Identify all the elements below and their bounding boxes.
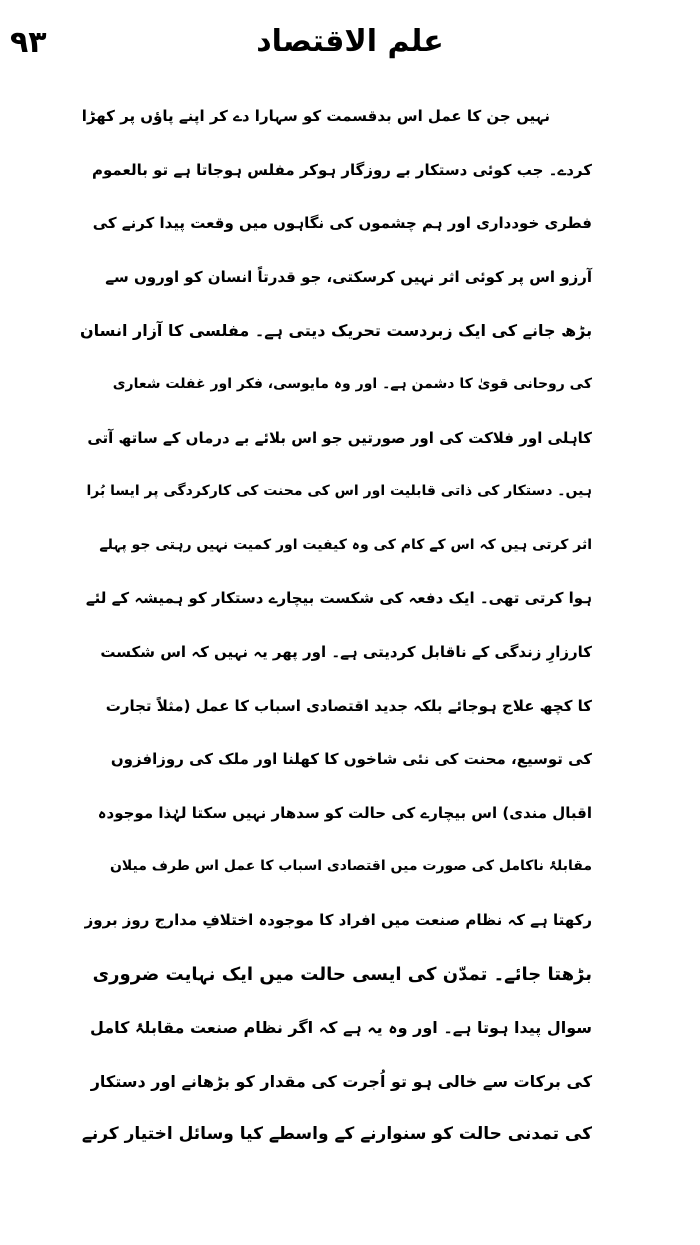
text-line: کی توسیع، محنت کی نئی شاخوں کا کھلنا اور ملک کی روزافزوں xyxy=(110,750,592,769)
text-line: بڑھتا جائے۔ تمدّن کی ایسی حالت میں ایک نہایت ضروری xyxy=(92,963,592,985)
text-line: ہوا کرتی تھی۔ ایک دفعہ کی شکست بیچارے دستکار کو ہمیشہ کے لئے xyxy=(85,589,592,608)
text-line: سوال پیدا ہوتا ہے۔ اور وہ یہ ہے کہ اگر نظام صنعت مقابلۂ کامل xyxy=(89,1018,592,1038)
text-line: کی روحانی قویٰ کا دشمن ہے۔ اور وہ مایوسی، فکر اور غفلت شعاری xyxy=(112,375,592,392)
page-number: ۹۳ xyxy=(10,25,47,60)
text-line: اثر کرتی ہیں کہ اس کے کام کی وہ کیفیت اور کمیت نہیں رہتی جو پہلے xyxy=(99,536,592,553)
text-line: فطری خودداری اور ہم چشموں کی نگاہوں میں وقعت پیدا کرنے کی xyxy=(92,214,592,233)
text-line: کی تمدنی حالت کو سنوارنے کے واسطے کیا وسائل اختیار کرنے xyxy=(81,1124,592,1145)
text-line: رکھتا ہے کہ نظام صنعت میں افراد کا موجودہ اختلافِ مدارج روز بروز xyxy=(84,910,592,929)
text-line: نہیں جن کا عمل اس بدقسمت کو سہارا دے کر اپنے پاؤں پر کھڑا xyxy=(81,107,550,125)
text-line: بڑھ جانے کی ایک زبردست تحریک دیتی ہے۔ مفلسی کا آزار انسان xyxy=(80,321,593,341)
text-line: ہیں۔ دستکار کی ذاتی قابلیت اور اس کی محنت کی کارکردگی پر ایسا بُرا xyxy=(86,483,592,500)
text-line: اقبال مندی) اس بیچارے کی حالت کو سدھار نہیں سکتا لہٰذا موجودہ xyxy=(97,803,592,822)
text-line: کردے۔ جب کوئی دستکار بے روزگار ہوکر مفلس ہوجاتا ہے تو بالعموم xyxy=(92,160,592,179)
body-text xyxy=(0,90,700,1162)
running-title: علم الاقتصاد xyxy=(256,24,444,59)
text-line: آرزو اس پر کوئی اثر نہیں کرسکتی، جو قدرتاً انسان کو اوروں سے xyxy=(105,267,592,286)
text-line: کی برکات سے خالی ہو تو اُجرت کی مقدار کو بڑھانے اور دستکار xyxy=(90,1071,592,1091)
text-line: مقابلۂ ناکامل کی صورت میں اقتصادی اسباب کا عمل اس طرف میلان xyxy=(109,858,592,875)
text-line: کارزارِ زندگی کے ناقابل کردیتی ہے۔ اور پھر یہ نہیں کہ اس شکست xyxy=(100,642,592,661)
text-line: کاہلی اور فلاکت کی اور صورتیں جو اس بلائے بے درماں کے ساتھ آتی xyxy=(87,428,592,447)
text-line: کا کچھ علاج ہوجائے بلکہ جدید اقتصادی اسباب کا عمل (مثلاً تجارت xyxy=(105,696,592,715)
